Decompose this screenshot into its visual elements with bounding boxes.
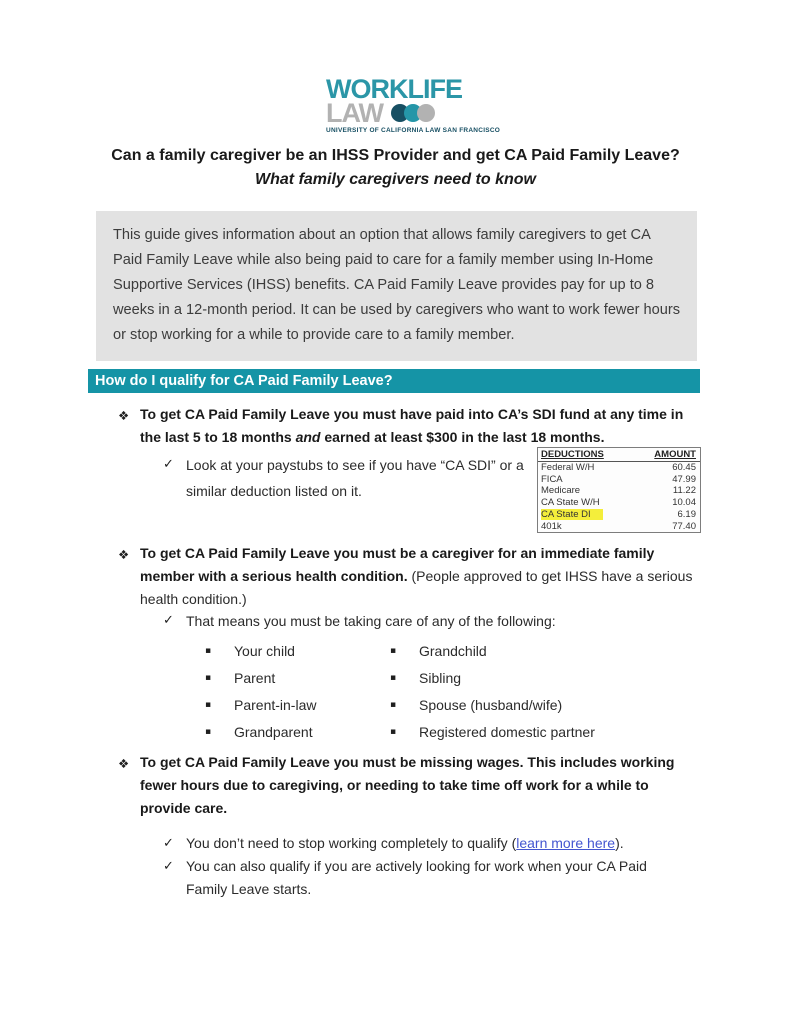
deduction-label: Medicare bbox=[541, 485, 581, 497]
logo-circles-icon bbox=[391, 104, 435, 122]
tip-text-pre: You don’t need to stop working completely to qualify ( bbox=[186, 835, 517, 851]
keep-working-tip-text bbox=[186, 832, 693, 855]
looking-for-work-tip bbox=[163, 855, 675, 901]
looking-for-work-tip-text: You can also qualify if you are actively looking for work when your CA Paid Family Leave starts. bbox=[186, 858, 647, 897]
page-subtitle: What family caregivers need to know bbox=[255, 171, 536, 188]
qualify2-normal: (People approved to get IHSS have a serious health condition.) bbox=[140, 568, 693, 607]
diamond-bullet-icon: ❖ bbox=[118, 756, 130, 771]
deduction-label-highlighted: CA State DI bbox=[541, 509, 603, 520]
deduction-amount: 6.19 bbox=[677, 509, 696, 521]
table-row bbox=[538, 485, 700, 497]
list-item bbox=[205, 637, 390, 664]
intro-summary-box: This guide gives information about an option that allows family caregivers to get CA Paid Family Leave while also being paid to care for a family member using In-Home Supportive Services (IHSS) benefits. CA Paid Family Leave provides pay for up to 8 weeks in a 12-month period. It can be used by caregivers who want to work fewer hours or stop working for a while to provide care to a family member. bbox=[96, 211, 697, 361]
checkmark-icon: ✓ bbox=[163, 859, 174, 874]
table-row-highlighted bbox=[538, 509, 700, 521]
paystub-tip bbox=[163, 452, 525, 504]
qualify1-italic: and bbox=[295, 429, 321, 445]
qualify1-bold2: earned at least $300 in the last 18 months. bbox=[320, 429, 605, 445]
paystub-header-deductions: DEDUCTIONS bbox=[541, 448, 604, 460]
page-title: Can a family caregiver be an IHSS Provider and get CA Paid Family Leave? bbox=[111, 147, 680, 164]
square-bullet-icon: ▪ bbox=[390, 672, 397, 683]
logo-law-text: LAW bbox=[326, 98, 383, 128]
family-member-label: Parent-in-law bbox=[234, 696, 317, 713]
deduction-amount: 10.04 bbox=[672, 497, 696, 509]
qualify-bullet-caregiver-text bbox=[140, 542, 696, 611]
checkmark-icon: ✓ bbox=[163, 457, 174, 472]
section-heading: How do I qualify for CA Paid Family Leave? bbox=[88, 369, 700, 393]
deduction-label: Federal W/H bbox=[541, 461, 595, 473]
table-row bbox=[538, 473, 700, 485]
list-item bbox=[390, 637, 595, 664]
list-item bbox=[390, 664, 595, 691]
square-bullet-icon: ▪ bbox=[205, 645, 212, 656]
family-member-list bbox=[205, 637, 595, 745]
list-item bbox=[205, 691, 390, 718]
paystub-header-amount: AMOUNT bbox=[654, 448, 696, 460]
paystub-deductions-table bbox=[537, 447, 701, 533]
keep-working-tip bbox=[163, 832, 693, 855]
deduction-amount: 77.40 bbox=[672, 520, 696, 532]
family-care-tip-text: That means you must be taking care of any of the following: bbox=[186, 613, 556, 629]
qualify-bullet-sdi-text bbox=[140, 403, 696, 449]
table-row bbox=[538, 497, 700, 509]
deduction-amount: 11.22 bbox=[672, 485, 696, 497]
tip-text-post: ). bbox=[615, 835, 624, 851]
square-bullet-icon: ▪ bbox=[205, 672, 212, 683]
square-bullet-icon: ▪ bbox=[390, 645, 397, 656]
family-member-label: Grandparent bbox=[234, 723, 313, 740]
checkmark-icon: ✓ bbox=[163, 836, 174, 851]
paystub-tip-text: Look at your paystubs to see if you have “CA SDI” or a similar deduction listed on it. bbox=[186, 457, 524, 499]
square-bullet-icon: ▪ bbox=[205, 699, 212, 710]
deduction-amount: 47.99 bbox=[672, 473, 696, 485]
list-item bbox=[205, 718, 390, 745]
list-item bbox=[205, 664, 390, 691]
deduction-label: 401k bbox=[541, 520, 562, 532]
family-member-label: Your child bbox=[234, 642, 295, 659]
family-list-right-column bbox=[390, 637, 595, 745]
list-item bbox=[390, 718, 595, 745]
family-member-label: Sibling bbox=[419, 669, 462, 686]
logo-worklife-text: WORKLIFE bbox=[326, 74, 462, 104]
square-bullet-icon: ▪ bbox=[390, 699, 397, 710]
family-member-label: Parent bbox=[234, 669, 276, 686]
deduction-amount: 60.45 bbox=[672, 461, 696, 473]
deduction-label: FICA bbox=[541, 473, 563, 485]
table-row bbox=[538, 520, 700, 532]
family-member-label: Registered domestic partner bbox=[419, 723, 595, 740]
logo-tagline: UNIVERSITY OF CALIFORNIA LAW SAN FRANCISCO bbox=[326, 127, 501, 134]
deduction-label: CA State W/H bbox=[541, 497, 600, 509]
diamond-bullet-icon: ❖ bbox=[118, 408, 130, 423]
qualify-bullet-missing-wages-text: To get CA Paid Family Leave you must be missing wages. This includes working fewer hours due to caregiving, or needing to take time off work for a while to provide care. bbox=[140, 754, 675, 816]
table-row bbox=[538, 462, 700, 474]
worklife-law-logo bbox=[326, 74, 501, 134]
diamond-bullet-icon: ❖ bbox=[118, 547, 130, 562]
qualify-bullet-missing-wages bbox=[118, 751, 700, 820]
checkmark-icon: ✓ bbox=[163, 613, 174, 628]
qualify-bullet-sdi bbox=[118, 403, 696, 449]
qualify1-bold1: To get CA Paid Family Leave you must have paid into CA’s SDI fund at any time in the last 5 to 18 months bbox=[140, 406, 684, 445]
qualify2-bold: To get CA Paid Family Leave you must be a caregiver for an immediate family member with a serious health condition. bbox=[140, 545, 655, 584]
family-list-left-column bbox=[205, 637, 390, 745]
square-bullet-icon: ▪ bbox=[390, 726, 397, 737]
learn-more-link[interactable]: learn more here bbox=[516, 835, 616, 851]
logo-circle-gray bbox=[417, 104, 435, 122]
family-care-tip bbox=[163, 608, 683, 634]
square-bullet-icon: ▪ bbox=[205, 726, 212, 737]
family-member-label: Spouse (husband/wife) bbox=[419, 696, 563, 713]
qualify-bullet-caregiver bbox=[118, 542, 696, 611]
family-member-label: Grandchild bbox=[419, 642, 487, 659]
paystub-header-row bbox=[538, 448, 700, 462]
logo-law-row bbox=[326, 98, 486, 128]
list-item bbox=[390, 691, 595, 718]
